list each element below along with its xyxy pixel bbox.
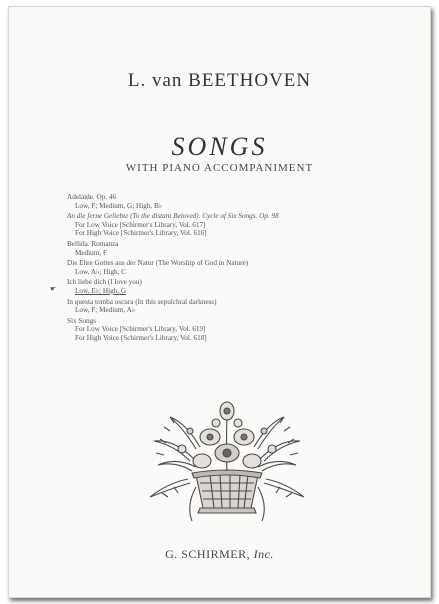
publisher-name	[9, 547, 430, 562]
song-keys: Low, A♭; High, C	[75, 267, 127, 276]
composer-name: L. van BEETHOVEN	[127, 70, 312, 91]
song-keys: Low, F; Medium, A♭	[75, 306, 136, 315]
song-keys: Medium, F	[75, 248, 107, 257]
flower-basket-illustration	[130, 387, 324, 529]
list-item	[67, 317, 407, 343]
list-item	[67, 259, 407, 276]
song-title: In questa tomba oscura (In this sepulchral darkness)	[67, 297, 217, 306]
song-edition: For High Voice [Schirmer's Library, Vol. 618]	[75, 333, 207, 342]
song-title: Ich liebe dich (I love you)	[67, 278, 142, 287]
song-edition: For High Voice [Schirmer's Library, Vol. 616]	[75, 229, 207, 238]
list-item	[67, 298, 407, 315]
list-item	[67, 278, 407, 295]
publisher-suffix: Inc.	[253, 547, 274, 561]
song-title: Bellida. Romanza	[67, 239, 119, 248]
song-list	[67, 193, 407, 345]
list-item	[67, 193, 407, 210]
publisher-label: G. SCHIRMER,	[165, 547, 251, 561]
song-title: Die Ehre Gottes aus der Natur (The Worship of God in Nature)	[67, 259, 249, 268]
score-cover	[8, 6, 431, 598]
song-keys: Low, F; Medium, G; High, B♭	[75, 201, 163, 210]
list-item	[67, 212, 407, 238]
song-title: Six Songs	[67, 316, 96, 325]
page-subtitle: WITH PIANO ACCOMPANIMENT	[125, 162, 314, 174]
list-item	[67, 240, 407, 257]
song-title: Adelaide. Op. 46	[67, 193, 117, 201]
song-edition: For Low Voice [Schirmer's Library, Vol. 617]	[75, 220, 206, 229]
song-edition: For Low Voice [Schirmer's Library, Vol. 619]	[75, 325, 206, 334]
pointing-hand-icon: ☛	[50, 285, 57, 293]
page-title: SONGS	[171, 132, 268, 161]
song-title: An die ferne Geliebte (To the distant Beloved). Cycle of Six Songs. Op. 98	[67, 212, 279, 221]
song-keys: Low, E♭; High, G	[75, 286, 127, 295]
